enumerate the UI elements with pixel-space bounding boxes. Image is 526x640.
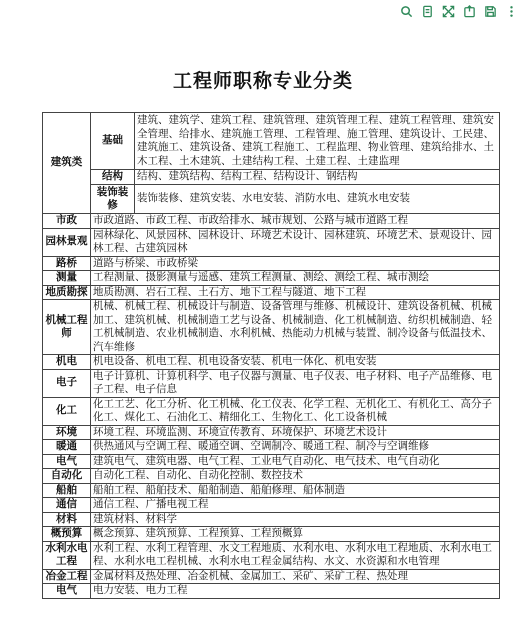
table-row xyxy=(43,584,500,599)
table-row xyxy=(43,228,500,256)
category-cell: 机械工程师 xyxy=(43,300,91,355)
category-cell: 路桥 xyxy=(43,256,91,271)
table-row xyxy=(43,498,500,513)
majors-cell: 环境工程、环境监测、环境宣传教育、环境保护、环境艺术设计 xyxy=(91,425,500,440)
subcategory-cell: 基础 xyxy=(91,113,135,170)
category-cell: 环境 xyxy=(43,425,91,440)
category-cell: 暖通 xyxy=(43,440,91,455)
category-cell: 地质勘探 xyxy=(43,285,91,300)
majors-cell: 道路与桥梁、市政桥梁 xyxy=(91,256,500,271)
category-cell: 机电 xyxy=(43,355,91,370)
category-cell: 电气 xyxy=(43,584,91,599)
category-cell: 电气 xyxy=(43,454,91,469)
majors-cell: 建筑电气、建筑电器、电气工程、工业电气自动化、电气技术、电气自动化 xyxy=(91,454,500,469)
table-row xyxy=(43,271,500,286)
majors-cell: 水利工程、水利工程管理、水文工程地质、水利水电、水利水电工程地质、水利水电工程、水利水电工程机械、水利水电工程金属结构、水文、水资源和水电管理 xyxy=(91,541,500,569)
table-row xyxy=(43,185,500,214)
category-cell: 电子 xyxy=(43,369,91,397)
search-icon[interactable] xyxy=(398,3,415,20)
copy-icon[interactable] xyxy=(419,3,436,20)
table-row xyxy=(43,113,500,170)
page-title: 工程师职称专业分类 xyxy=(172,70,353,92)
majors-cell: 电力安装、电力工程 xyxy=(91,584,500,599)
viewer-toolbar xyxy=(398,0,526,22)
table-row xyxy=(43,256,500,271)
table-row xyxy=(43,397,500,425)
majors-cell: 装饰装修、建筑安装、水电安装、消防水电、建筑水电安装 xyxy=(135,185,500,214)
category-cell: 材料 xyxy=(43,512,91,527)
table-row xyxy=(43,527,500,542)
majors-cell: 通信工程、广播电视工程 xyxy=(91,498,500,513)
majors-cell: 船舶工程、船舶技术、船舶制造、船舶修理、船体制造 xyxy=(91,483,500,498)
category-cell: 船舶 xyxy=(43,483,91,498)
subcategory-cell: 装饰装修 xyxy=(91,185,135,214)
table-row xyxy=(43,300,500,355)
majors-cell: 地质勘测、岩石工程、土石方、地下工程与隧道、地下工程 xyxy=(91,285,500,300)
table-row xyxy=(43,170,500,185)
table-row xyxy=(43,214,500,229)
subcategory-cell: 结构 xyxy=(91,170,135,185)
category-cell: 冶金工程 xyxy=(43,569,91,584)
table-row xyxy=(43,285,500,300)
category-cell: 通信 xyxy=(43,498,91,513)
table-row xyxy=(43,440,500,455)
majors-cell: 自动化工程、自动化、自动化控制、数控技术 xyxy=(91,469,500,484)
share-icon[interactable] xyxy=(461,3,478,20)
table-row xyxy=(43,355,500,370)
category-cell: 水利水电工程 xyxy=(43,541,91,569)
majors-cell: 机械、机械工程、机械设计与制造、设备管理与维修、机械设计、建筑设备机械、机械加工、建筑机械、机械制造工艺与设备、机械制造、化工机械制造、纺织机械制造、轻工机械制造、农业机械制造、水利机械、热能动力机械与装置、制冷设备与低温技术、汽车维修 xyxy=(91,300,500,355)
majors-cell: 结构、建筑结构、结构工程、结构设计、钢结构 xyxy=(135,170,500,185)
majors-cell: 概念预算、建筑预算、工程预算、工程预概算 xyxy=(91,527,500,542)
majors-cell: 工程测量、摄影测量与遥感、建筑工程测量、测绘、测绘工程、城市测绘 xyxy=(91,271,500,286)
majors-cell: 金属材料及热处理、冶金机械、金属加工、采矿、采矿工程、热处理 xyxy=(91,569,500,584)
table-row xyxy=(43,483,500,498)
majors-cell: 建筑材料、材料学 xyxy=(91,512,500,527)
category-cell: 建筑类 xyxy=(43,113,91,214)
category-cell: 园林景观 xyxy=(43,228,91,256)
expand-icon[interactable] xyxy=(440,3,457,20)
category-cell: 化工 xyxy=(43,397,91,425)
more-icon[interactable] xyxy=(503,3,520,20)
majors-cell: 化工工艺、化工分析、化工机械、化工仪表、化学工程、无机化工、有机化工、高分子化工、煤化工、石油化工、精细化工、生物化工、化工设备机械 xyxy=(91,397,500,425)
table-row xyxy=(43,569,500,584)
majors-cell: 电子计算机、计算机科学、电子仪器与测量、电子仪表、电子材料、电子产品维修、电子工程、电子信息 xyxy=(91,369,500,397)
majors-cell: 供热通风与空调工程、暖通空调、空调制冷、暖通工程、制冷与空调维修 xyxy=(91,440,500,455)
majors-cell: 建筑、建筑学、建筑工程、建筑管理、建筑管理工程、建筑工程管理、建筑安全管理、给排水、建筑施工管理、工程管理、施工管理、建筑设计、工民建、建筑施工、建筑设备、建筑工程施工、工程监理、物业管理、建筑给排水、土木工程、土木建筑、土建结构工程、土建工程、土建监理 xyxy=(135,113,500,170)
majors-cell: 市政道路、市政工程、市政给排水、城市规划、公路与城市道路工程 xyxy=(91,214,500,229)
table-row xyxy=(43,425,500,440)
category-cell: 测量 xyxy=(43,271,91,286)
table-row xyxy=(43,469,500,484)
profession-table xyxy=(42,112,500,599)
table-row xyxy=(43,512,500,527)
table-row xyxy=(43,454,500,469)
majors-cell: 机电设备、机电工程、机电设备安装、机电一体化、机电安装 xyxy=(91,355,500,370)
category-cell: 自动化 xyxy=(43,469,91,484)
table-row xyxy=(43,541,500,569)
category-cell: 概预算 xyxy=(43,527,91,542)
category-cell: 市政 xyxy=(43,214,91,229)
save-icon[interactable] xyxy=(482,3,499,20)
table-row xyxy=(43,369,500,397)
majors-cell: 园林绿化、风景园林、园林设计、环境艺术设计、园林建筑、环境艺术、景观设计、园林工程、古建筑园林 xyxy=(91,228,500,256)
